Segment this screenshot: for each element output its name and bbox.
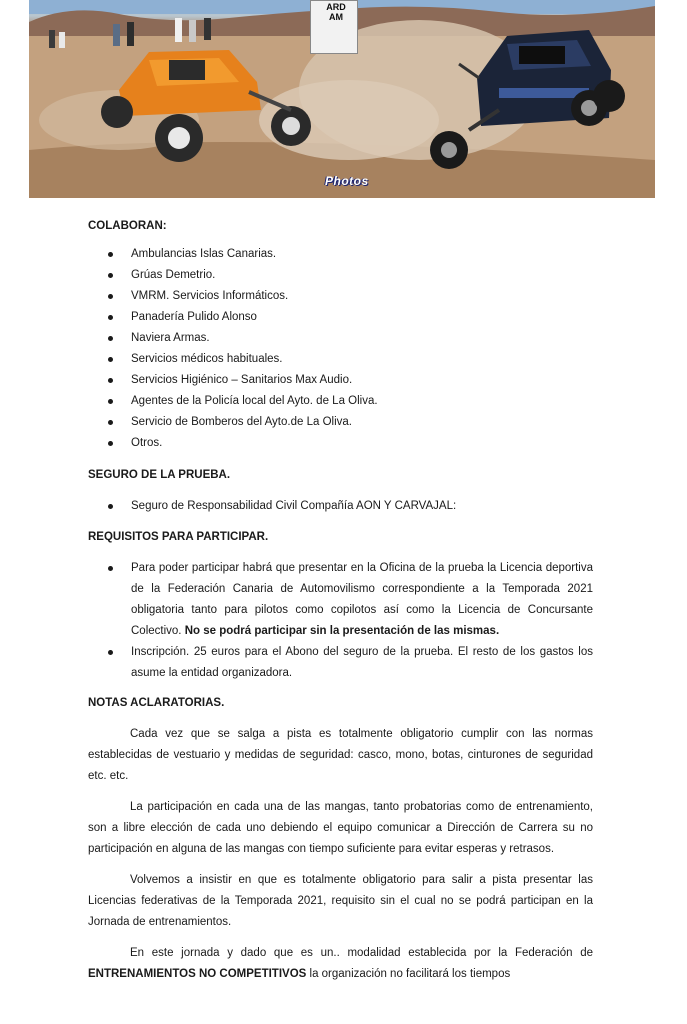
sponsor-logo-text: ARDAM	[326, 2, 346, 22]
notas-paragraph-4-b: la organización no facilitará los tiempos	[306, 968, 511, 980]
notas-paragraph-4-a: En este jornada y dado que es un.. modalidad establecida por la Federación de	[130, 947, 593, 959]
list-item: Grúas Demetrio.	[88, 265, 593, 286]
colaboran-heading: COLABORAN:	[88, 220, 167, 232]
list-item: Ambulancias Islas Canarias.	[88, 244, 593, 265]
photo-watermark: Photos	[325, 174, 369, 188]
list-item	[88, 558, 593, 642]
list-item: Panadería Pulido Alonso	[88, 307, 593, 328]
list-item: Naviera Armas.	[88, 328, 593, 349]
header-photo	[29, 0, 655, 198]
document-body	[88, 216, 593, 985]
colaboran-list	[88, 244, 593, 454]
notas-paragraph-1: Cada vez que se salga a pista es totalmente obligatorio cumplir con las normas establecidas de vestuario y medidas de seguridad: casco, mono, botas, cinturones de seguridad etc. etc.	[88, 728, 593, 782]
notas-heading: NOTAS ACLARATORIAS.	[88, 697, 225, 709]
seguro-heading: SEGURO DE LA PRUEBA.	[88, 469, 231, 481]
list-item: Inscripción. 25 euros para el Abono del seguro de la prueba. El resto de los gastos los asume la entidad organizadora.	[88, 642, 593, 684]
list-item: Agentes de la Policía local del Ayto. de La Oliva.	[88, 391, 593, 412]
notas-paragraph-3: Volvemos a insistir en que es totalmente obligatorio para salir a pista presentar las Licencias federativas de la Temporada 2021, requisito sin el cual no se podrá participan en la Jornada de entrenamientos.	[88, 874, 593, 928]
list-item: Servicios Higiénico – Sanitarios Max Audio.	[88, 370, 593, 391]
list-item: Otros.	[88, 433, 593, 454]
requisitos-heading: REQUISITOS PARA PARTICIPAR.	[88, 531, 269, 543]
list-item: Servicio de Bomberos del Ayto.de La Oliva.	[88, 412, 593, 433]
list-item: Seguro de Responsabilidad Civil Compañía AON Y CARVAJAL:	[88, 496, 593, 517]
notas-paragraph-4	[88, 943, 593, 985]
list-item: Servicios médicos habituales.	[88, 349, 593, 370]
requisitos-item-1-bold: No se podrá participar sin la presentación de las mismas.	[184, 625, 500, 637]
notas-paragraph-2: La participación en cada una de las mangas, tanto probatorias como de entrenamiento, son a libre elección de cada uno debiendo el equipo comunicar a Dirección de Carrera su no participación en alguna de las mangas con tiempo suficiente para evitar esperas y retrasos.	[88, 801, 593, 855]
list-item: VMRM. Servicios Informáticos.	[88, 286, 593, 307]
notas-paragraph-4-bold: ENTRENAMIENTOS NO COMPETITIVOS	[88, 968, 307, 980]
requisitos-list	[88, 558, 593, 684]
requisitos-item-1-text: Para poder participar habrá que presentar en la Oficina de la prueba la Licencia deportiva de la Federación Canaria de Automovilismo correspondiente a la Temporada 2021 obligatoria tanto para pilotos como copilotos así como la Licencia de Concursante Colectivo.	[131, 562, 593, 637]
seguro-list	[88, 496, 593, 517]
